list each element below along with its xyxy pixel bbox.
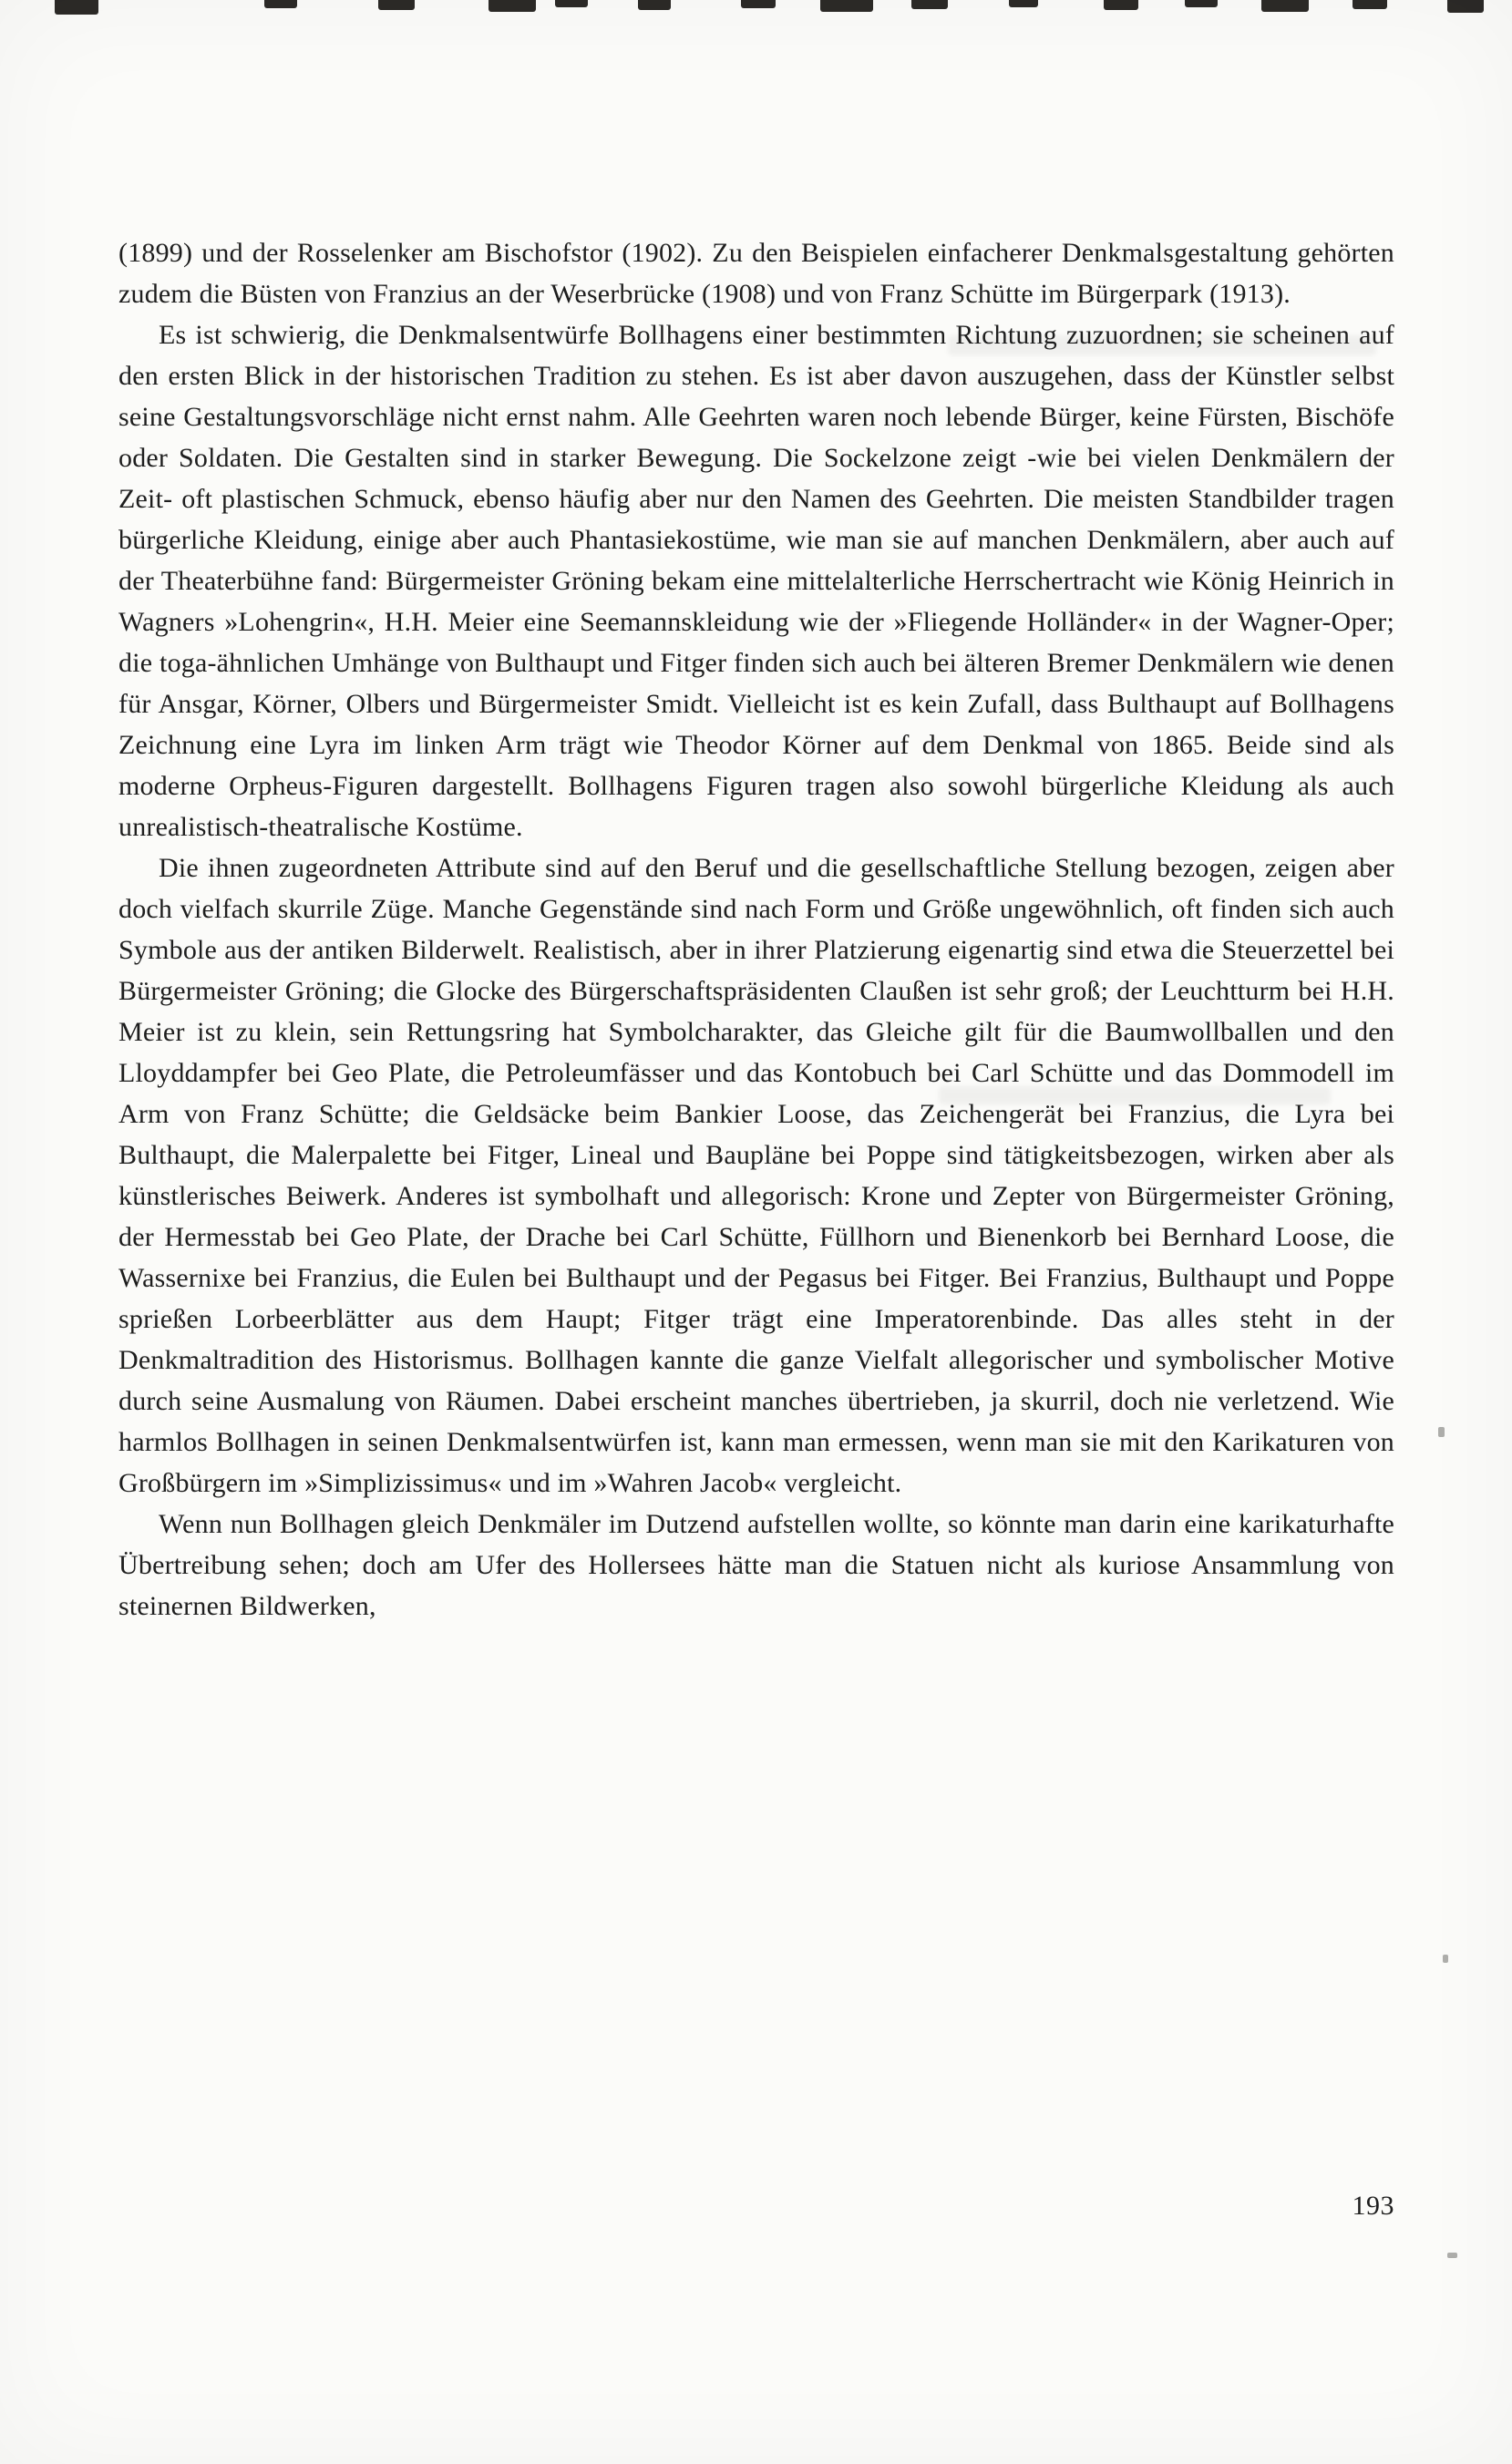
scan-speck [1438,1427,1445,1437]
paragraph: Die ihnen zugeordneten Attribute sind auf den Beruf und die gesellschaftliche Stellung bezogen, zeigen aber doch vielfach skurrile Züge. Manche Gegenstände sind nach Form und Größe ungewöhnlich, oft finden sich auch Symbole aus der antiken Bilderwelt. Realistisch, aber in ihrer Platzierung eigenartig sind etwa die Steuerzettel bei Bürgermeister Gröning; die Glocke des Bürgerschaftspräsidenten Claußen ist sehr groß; der Leuchtturm bei H.H. Meier ist zu klein, sein Rettungsring hat Symbolcharakter, das Gleiche gilt für die Baumwollballen und den Lloyddampfer bei Geo Plate, die Petroleumfässer und das Kontobuch bei Carl Schütte und das Dommodell im Arm von Franz Schütte; die Geldsäcke beim Bankier Loose, das Zeichengerät bei Franzius, die Lyra bei Bulthaupt, die Malerpalette bei Fitger, Lineal und Baupläne bei Poppe sind tätigkeitsbezogen, wirken aber als künstlerisches Beiwerk. Anderes ist symbolhaft und allegorisch: Krone und Zepter von Bürgermeister Gröning, der Hermesstab bei Geo Plate, der Drache bei Carl Schütte, Füllhorn und Bienenkorb bei Bernhard Loose, die Wassernixe bei Franzius, die Eulen bei Bulthaupt und der Pegasus bei Fitger. Bei Franzius, Bulthaupt und Poppe sprießen Lorbeerblätter aus dem Haupt; Fitger trägt eine Imperatorenbinde. Das alles steht in der Denkmaltradition des Historismus. Bollhagen kannte die ganze Vielfalt allegorischer und symbolischer Motive durch seine Ausmalung von Räumen. Dabei erscheint manches übertrieben, ja skurril, doch nie verletzend. Wie harmlos Bollhagen in seinen Denkmalsentwürfen ist, kann man ermessen, wenn man sie mit den Karikaturen von Großbürgern im »Simplizissimus« und im »Wahren Jacob« vergleicht. [118,853,1394,1498]
page-number: 193 [1352,2191,1394,2221]
scan-artifact [741,0,776,8]
scan-speck [1447,2253,1457,2258]
scan-artifact [264,0,297,8]
scan-artifact [1104,0,1138,10]
page-text [118,232,1394,1627]
scan-artifact [1353,0,1387,9]
scan-artifact [1261,0,1309,12]
scan-artifact [1447,0,1484,13]
scan-artifact [1009,0,1038,7]
paragraph: Wenn nun Bollhagen gleich Denkmäler im Dutzend aufstellen wollte, so könnte man darin eine karikaturhafte Übertreibung sehen; doch am Ufer des Hollersees hätte man die Statuen nicht als kuriose Ansammlung von steinernen Bildwerken, [118,1509,1394,1621]
scan-artifact [55,0,98,15]
scan-artifact [489,0,536,12]
scan-artifact [378,0,415,10]
scan-speck [1443,1955,1448,1963]
scan-artifact [1185,0,1218,7]
scan-artifact [820,0,873,12]
scan-artifacts-top [0,0,1512,22]
scan-artifact [555,0,588,7]
paragraph: (1899) und der Rosselenker am Bischofstor (1902). Zu den Beispielen einfacherer Denkmalsgestaltung gehörten zudem die Büsten von Franzius an der Weserbrücke (1908) und von Franz Schütte im Bürgerpark (1913). [118,238,1394,309]
scan-artifact [911,0,948,9]
paragraph: Es ist schwierig, die Denkmalsentwürfe Bollhagens einer bestimmten Richtung zuzuordnen; sie scheinen auf den ersten Blick in der historischen Tradition zu stehen. Es ist aber davon auszugehen, dass der Künstler selbst seine Gestaltungsvorschläge nicht ernst nahm. Alle Geehrten waren noch lebende Bürger, keine Fürsten, Bischöfe oder Soldaten. Die Gestalten sind in starker Bewegung. Die Sockelzone zeigt -wie bei vielen Denkmälern der Zeit- oft plastischen Schmuck, ebenso häufig aber nur den Namen des Geehrten. Die meisten Standbilder tragen bürgerliche Kleidung, einige aber auch Phantasiekostüme, wie man sie auf manchen Denkmälern, aber auch auf der Theaterbühne fand: Bürgermeister Gröning bekam eine mittelalterliche Herrschertracht wie König Heinrich in Wagners »Lohengrin«, H.H. Meier eine Seemannskleidung wie der »Fliegende Holländer« in der Wagner-Oper; die toga-ähnlichen Umhänge von Bulthaupt und Fitger finden sich auch bei älteren Bremer Denkmälern wie denen für Ansgar, Körner, Olbers und Bürgermeister Smidt. Vielleicht ist es kein Zufall, dass Bulthaupt auf Bollhagens Zeichnung eine Lyra im linken Arm trägt wie Theodor Körner auf dem Denkmal von 1865. Beide sind als moderne Orpheus-Figuren dargestellt. Bollhagens Figuren tragen also sowohl bürgerliche Kleidung als auch unrealistisch-theatralische Kostüme. [118,320,1394,842]
scan-artifact [638,0,671,10]
